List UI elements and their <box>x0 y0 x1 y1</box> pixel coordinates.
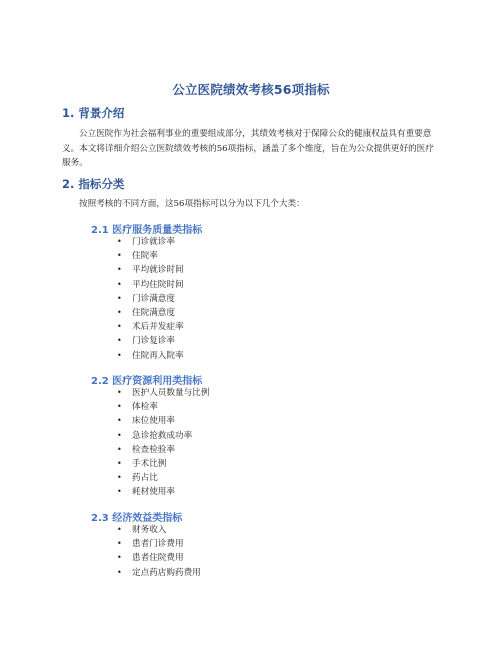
bullet-icon: • <box>117 402 122 412</box>
list-item: • 医护人员数量与比例 <box>0 386 209 400</box>
bullet-icon: • <box>117 237 122 246</box>
bullet-icon: • <box>117 444 122 454</box>
bullet-icon: • <box>117 525 122 534</box>
section-heading-classification: 2. 指标分类 <box>62 177 125 191</box>
bullet-icon: • <box>117 487 122 497</box>
list-item: • 床位使用率 <box>0 414 209 428</box>
bullet-icon: • <box>117 458 122 468</box>
bullet-icon: • <box>117 293 122 303</box>
subsection-heading-resource-utilization: 2.2 医疗资源利用类指标 <box>91 376 203 387</box>
list-item: • 急诊抢救成功率 <box>0 429 209 443</box>
list-item: • 住院再入院率 <box>0 349 184 363</box>
bullet-icon: • <box>117 322 122 332</box>
bullet-icon: • <box>117 430 122 440</box>
bullet-icon: • <box>117 388 122 397</box>
bullet-icon: • <box>117 251 122 261</box>
subsection-heading-economic-benefit: 2.3 经济效益类指标 <box>91 513 183 524</box>
bullet-icon: • <box>117 473 122 483</box>
bullet-icon: • <box>117 336 122 346</box>
list-item: • 门诊满意度 <box>0 292 184 306</box>
list-item: • 门诊就诊率 <box>0 235 184 249</box>
list-item: • 平均住院时间 <box>0 278 184 292</box>
bullet-icon: • <box>117 416 122 426</box>
list-item: • 住院率 <box>0 249 184 263</box>
economic-benefit-list <box>0 523 201 580</box>
bullet-icon: • <box>117 350 122 360</box>
bullet-icon: • <box>117 553 122 563</box>
resource-utilization-list <box>0 386 209 500</box>
background-paragraph: 公立医院作为社会福利事业的重要组成部分，其绩效考核对于保障公众的健康权益具有重要意义。本文将详细介绍公立医院绩效考核的56项指标，涵盖了多个维度，旨在为公众提供更好的医疗服务。 <box>62 129 434 168</box>
list-item: • 门诊复诊率 <box>0 334 184 348</box>
list-item: • 财务收入 <box>0 523 201 537</box>
list-item: • 体检率 <box>0 400 209 414</box>
list-item: • 患者门诊费用 <box>0 537 201 551</box>
list-item: • 检查检验率 <box>0 443 209 457</box>
list-item: • 平均就诊时间 <box>0 263 184 277</box>
service-quality-list <box>0 235 184 363</box>
list-item: • 定点药店购药费用 <box>0 566 201 580</box>
list-item: • 患者住院费用 <box>0 551 201 565</box>
list-item: • 药占比 <box>0 471 209 485</box>
list-item: • 手术比例 <box>0 457 209 471</box>
bullet-icon: • <box>117 265 122 275</box>
bullet-icon: • <box>117 307 122 317</box>
list-item: • 耗材使用率 <box>0 485 209 499</box>
bullet-icon: • <box>117 539 122 549</box>
subsection-heading-service-quality: 2.1 医疗服务质量类指标 <box>91 225 203 236</box>
list-item: • 住院满意度 <box>0 306 184 320</box>
bullet-icon: • <box>117 567 122 577</box>
bullet-icon: • <box>117 279 122 289</box>
document-title: 公立医院绩效考核56项指标 <box>172 82 330 97</box>
list-item: • 术后并发症率 <box>0 320 184 334</box>
classification-paragraph: 按照考核的不同方面，这56项指标可以分为以下几个大类： <box>79 199 305 209</box>
section-heading-background: 1. 背景介绍 <box>62 106 125 120</box>
